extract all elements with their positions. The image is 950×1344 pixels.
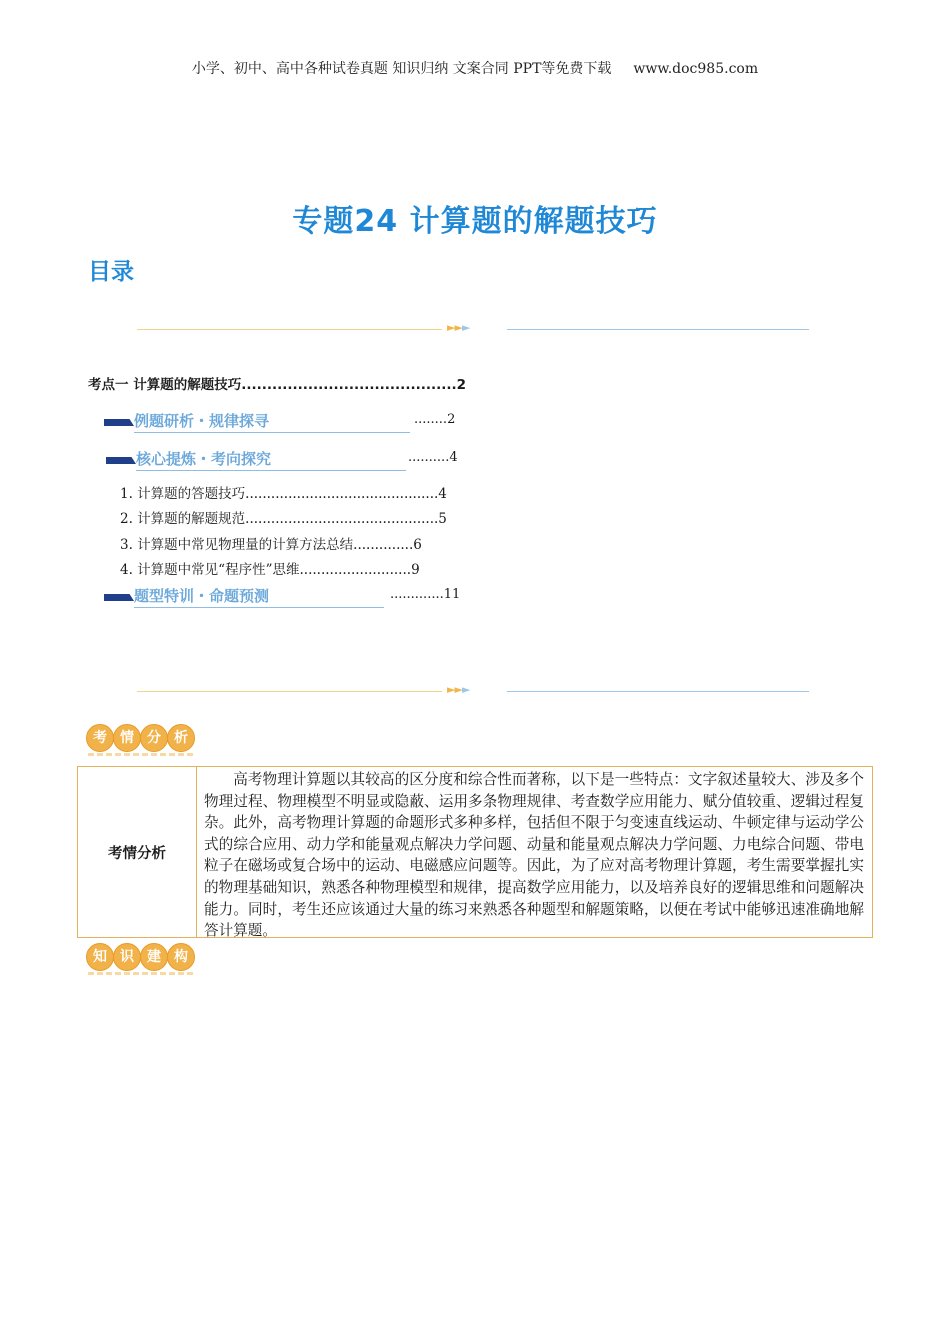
toc-entry-main[interactable]: 考点一 计算题的解题技巧..........................................2: [88, 377, 467, 393]
badge-char: 识: [113, 943, 141, 971]
badge-char: 分: [140, 724, 168, 752]
banner-bar-icon: [104, 416, 134, 426]
subitem-page: 4: [438, 486, 447, 502]
badge-char: 情: [113, 724, 141, 752]
subitem-page: 6: [413, 537, 422, 553]
page-header: [0, 58, 950, 78]
section-page: 2: [447, 412, 456, 427]
badge-char: 析: [167, 724, 195, 752]
toc-subitem-1[interactable]: 1. 计算题的答题技巧.............................................4: [120, 486, 447, 502]
analysis-table-header: 考情分析: [78, 767, 197, 937]
divider-bottom: [137, 683, 809, 698]
analysis-badge: [86, 724, 201, 754]
toc-entry-page: 2: [456, 377, 467, 393]
toc-section-examples[interactable]: 例题研析・规律探寻 ........2: [104, 411, 459, 433]
toc-section-core[interactable]: 核心提炼・考向探究 ..........4: [106, 449, 459, 471]
section-label: 例题研析・规律探寻: [134, 412, 270, 430]
divider-top: [137, 321, 809, 336]
badge-char: 构: [167, 943, 195, 971]
section-page: 11: [443, 587, 461, 602]
subitem-page: 5: [438, 511, 447, 527]
subitem-label: 3. 计算题中常见物理量的计算方法总结: [120, 537, 354, 553]
badge-char: 知: [86, 943, 114, 971]
toc-subitem-2[interactable]: 2. 计算题的解题规范.............................................5: [120, 511, 447, 527]
analysis-table: [77, 766, 873, 938]
toc-heading: 目录: [88, 259, 134, 285]
badge-char: 建: [140, 943, 168, 971]
subitem-page: 9: [411, 562, 420, 578]
section-label: 题型特训・命题预测: [134, 587, 270, 605]
header-site-link[interactable]: www.doc985.com: [633, 61, 759, 77]
section-label: 核心提炼・考向探究: [136, 450, 272, 468]
banner-bar-icon: [104, 591, 134, 601]
badge-char: 考: [86, 724, 114, 752]
subitem-label: 4. 计算题中常见“程序性”思维: [120, 562, 300, 578]
toc-subitem-4[interactable]: 4. 计算题中常见“程序性”思维..........................9: [120, 562, 420, 578]
arrows-icon: ►►►: [447, 321, 470, 334]
arrows-icon: ►►►: [447, 683, 470, 696]
toc-entry-label: 考点一 计算题的解题技巧: [88, 377, 242, 393]
subitem-label: 2. 计算题的解题规范: [120, 511, 246, 527]
toc-section-training[interactable]: 题型特训・命题预测 .............11: [104, 586, 459, 608]
knowledge-badge: [86, 943, 201, 973]
subitem-label: 1. 计算题的答题技巧: [120, 486, 246, 502]
analysis-table-body: 高考物理计算题以其较高的区分度和综合性而著称，以下是一些特点：文字叙述量较大、涉及多个物理过程、物理模型不明显或隐蔽、运用多条物理规律、考查数学应用能力、赋分值较重、逻辑过程复杂。此外，高考物理计算题的命题形式多种多样，包括但不限于匀变速直线运动、牛顿定律与运动学公式的综合应用、动力学和能量观点解决力学问题、动量和能量观点解决力学问题、力电综合问题、带电粒子在磁场或复合场中的运动、电磁感应问题等。因此，为了应对高考物理计算题，考生需要掌握扎实的物理基础知识，熟悉各种物理模型和规律，提高数学应用能力，以及培养良好的逻辑思维和问题解决能力。同时，考生还应该通过大量的练习来熟悉各种题型和解题策略，以便在考试中能够迅速准确地解答计算题。: [204, 771, 864, 940]
banner-bar-icon: [106, 454, 136, 464]
toc-subitem-3[interactable]: 3. 计算题中常见物理量的计算方法总结..............6: [120, 537, 422, 553]
section-page: 4: [449, 450, 458, 465]
header-tagline: 小学、初中、高中各种试卷真题 知识归纳 文案合同 PPT等免费下载: [191, 61, 612, 77]
document-title: 专题24 计算题的解题技巧: [292, 204, 658, 239]
